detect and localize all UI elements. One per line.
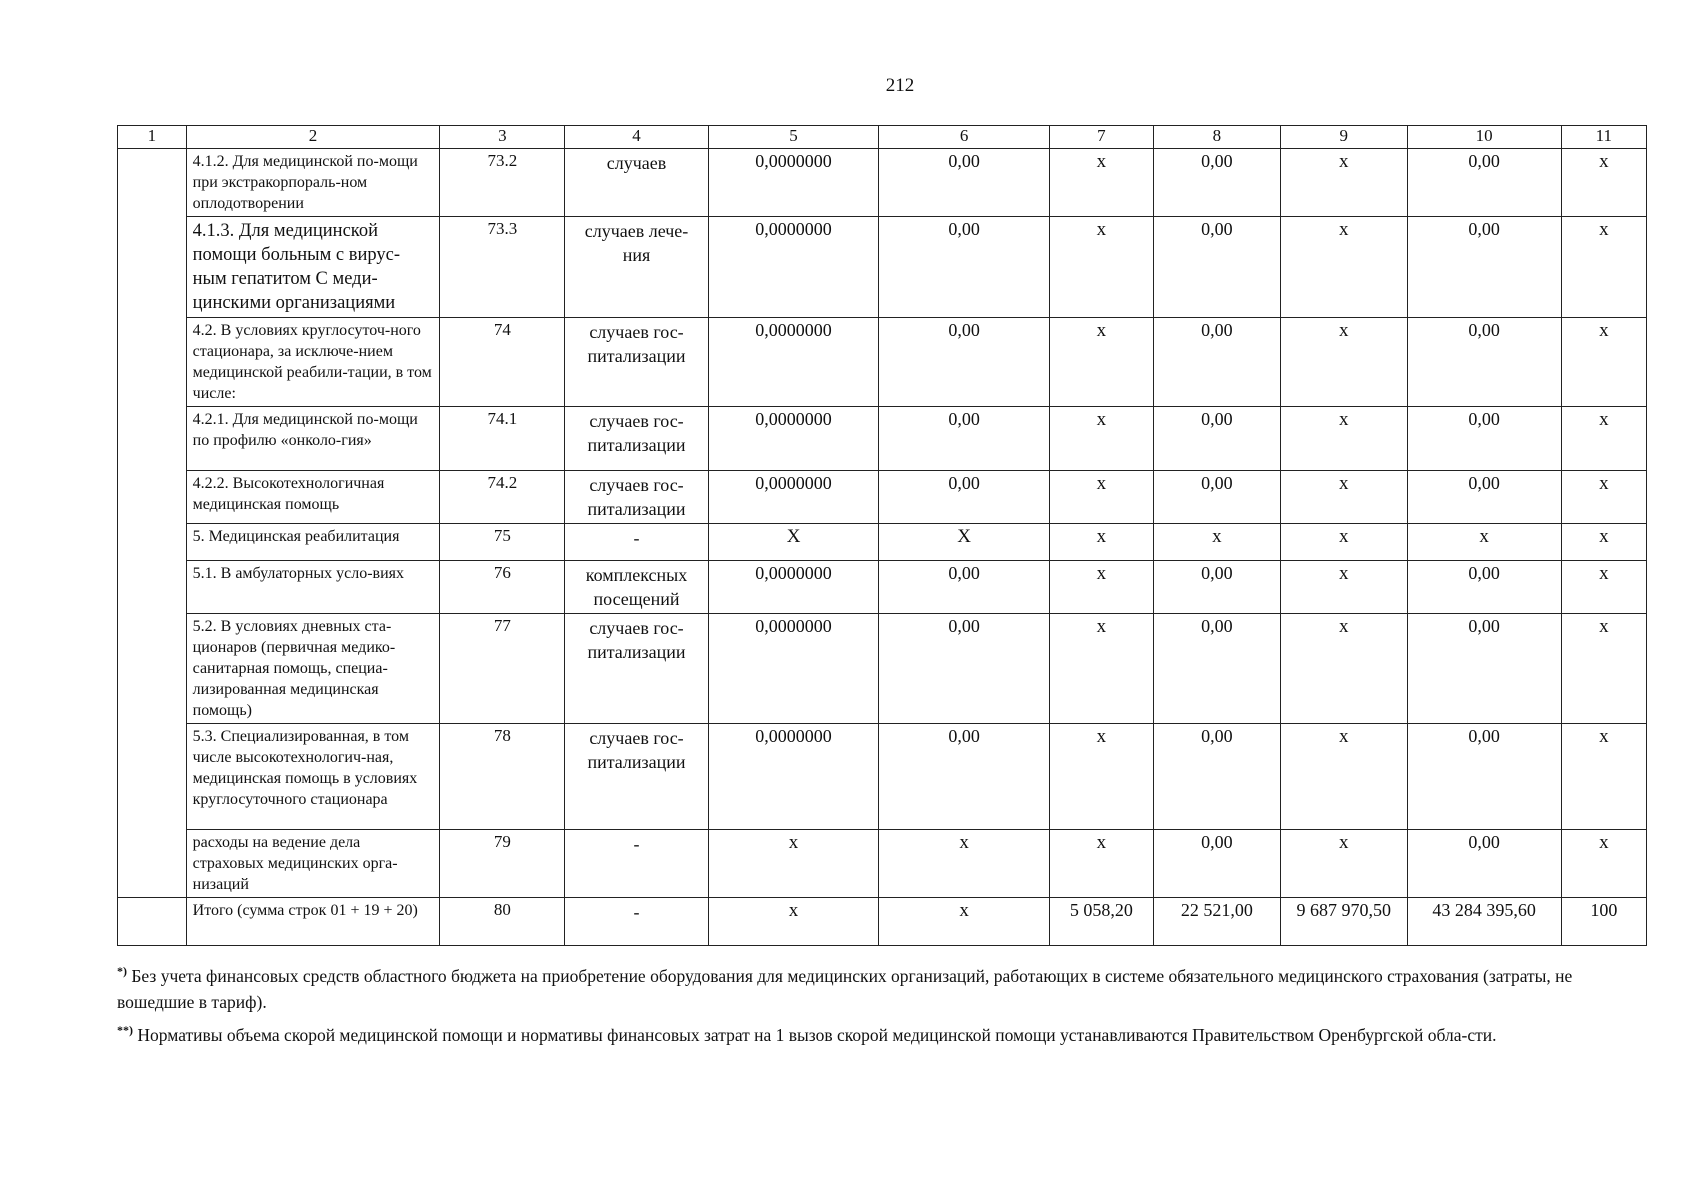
cell-col6: X (879, 524, 1050, 561)
cell-col8: 0,00 (1153, 830, 1280, 898)
cell-col6: 0,00 (879, 217, 1050, 318)
row-name: 5. Медицинская реабилитация (186, 524, 440, 561)
cell-col11: x (1561, 318, 1646, 407)
column-header: 4 (565, 126, 709, 149)
cell-col5: 0,0000000 (708, 561, 879, 614)
cell-col10: 0,00 (1407, 217, 1561, 318)
cell-col10: 0,00 (1407, 830, 1561, 898)
row-code: 74 (440, 318, 565, 407)
row-name: 4.2.2. Высокотехнологичная медицинская помощь (186, 471, 440, 524)
cell-col7: x (1049, 149, 1153, 217)
row-name: Итого (сумма строк 01 + 19 + 20) (186, 898, 440, 946)
cell-col9: x (1280, 724, 1407, 830)
table-row (118, 471, 1647, 524)
table-row (118, 614, 1647, 724)
cell-col6: 0,00 (879, 149, 1050, 217)
cell-col8: 0,00 (1153, 561, 1280, 614)
cell-col5: 0,0000000 (708, 149, 879, 217)
row-name: 4.2. В условиях круглосуточ-ного стационара, за исключе-нием медицинской реабили-тации, в том числе: (186, 318, 440, 407)
table-row (118, 524, 1647, 561)
cell-col7: x (1049, 217, 1153, 318)
cell-col7: 5 058,20 (1049, 898, 1153, 946)
row-unit: - (565, 898, 709, 946)
footnote-1-mark: *) (117, 964, 127, 978)
row-unit: случаев гос-питализации (565, 471, 709, 524)
cell-col5: 0,0000000 (708, 614, 879, 724)
table-row (118, 318, 1647, 407)
row-code: 73.2 (440, 149, 565, 217)
table-row (118, 407, 1647, 471)
cell-col9: 9 687 970,50 (1280, 898, 1407, 946)
row-name: 4.1.2. Для медицинской по-мощи при экстракорпораль-ном оплодотворении (186, 149, 440, 217)
cell-col7: x (1049, 724, 1153, 830)
cell-col10: 0,00 (1407, 149, 1561, 217)
cell-col11: x (1561, 524, 1646, 561)
cell-col6: x (879, 898, 1050, 946)
column-header: 8 (1153, 126, 1280, 149)
footnote-1 (117, 958, 1647, 1015)
cell-col11: 100 (1561, 898, 1646, 946)
row-code: 74.2 (440, 471, 565, 524)
cell-col11: x (1561, 614, 1646, 724)
cell-col7: x (1049, 524, 1153, 561)
footnote-1-text: Без учета финансовых средств областного бюджета на приобретение оборудования для медицинских организаций, работающих в системе обязательного медицинского страхования (затраты, не вошедшие в тариф). (117, 965, 1573, 1012)
cell-col6: 0,00 (879, 318, 1050, 407)
row-name: 5.1. В амбулаторных усло-виях (186, 561, 440, 614)
cell-col10: 43 284 395,60 (1407, 898, 1561, 946)
cell-col11: x (1561, 471, 1646, 524)
cell-col10: 0,00 (1407, 724, 1561, 830)
page-number: 212 (885, 75, 915, 96)
column-header: 6 (879, 126, 1050, 149)
row-unit: случаев (565, 149, 709, 217)
cell-col10: 0,00 (1407, 561, 1561, 614)
cell-col9: x (1280, 614, 1407, 724)
column-header: 10 (1407, 126, 1561, 149)
row-code: 79 (440, 830, 565, 898)
cell-col5: 0,0000000 (708, 318, 879, 407)
cell-col7: x (1049, 614, 1153, 724)
cell-col10: 0,00 (1407, 471, 1561, 524)
cell-col9: x (1280, 217, 1407, 318)
cell-col6: 0,00 (879, 407, 1050, 471)
footnotes (117, 958, 1647, 1050)
cell-col11: x (1561, 407, 1646, 471)
cell-col8: 22 521,00 (1153, 898, 1280, 946)
total-row (118, 898, 1647, 946)
column-header: 2 (186, 126, 440, 149)
cell-col6: 0,00 (879, 561, 1050, 614)
cell-col11: x (1561, 561, 1646, 614)
cell-col10: 0,00 (1407, 407, 1561, 471)
footnote-2 (117, 1017, 1647, 1048)
cell-col5: x (708, 898, 879, 946)
cell-col11: x (1561, 724, 1646, 830)
row-code: 78 (440, 724, 565, 830)
data-table (117, 125, 1647, 946)
row-code: 80 (440, 898, 565, 946)
row-unit: комплексных посещений (565, 561, 709, 614)
cell-col8: 0,00 (1153, 217, 1280, 318)
cell-col7: x (1049, 471, 1153, 524)
cell-col6: 0,00 (879, 724, 1050, 830)
column-header: 3 (440, 126, 565, 149)
row-code: 76 (440, 561, 565, 614)
row-code: 74.1 (440, 407, 565, 471)
footnote-2-text: Нормативы объема скорой медицинской помощи и нормативы финансовых затрат на 1 вызов скорой медицинской помощи устанавливаются Правительством Оренбургской обла-сти. (137, 1024, 1497, 1045)
cell-col7: x (1049, 407, 1153, 471)
cell-col9: x (1280, 830, 1407, 898)
row-unit: случаев гос-питализации (565, 407, 709, 471)
cell-col5: 0,0000000 (708, 724, 879, 830)
cell-col5: 0,0000000 (708, 217, 879, 318)
cell-col8: x (1153, 524, 1280, 561)
row-unit: - (565, 524, 709, 561)
cell-col6: 0,00 (879, 471, 1050, 524)
cell-col10: 0,00 (1407, 318, 1561, 407)
cell-col8: 0,00 (1153, 614, 1280, 724)
table-row (118, 830, 1647, 898)
cell-col5: X (708, 524, 879, 561)
cell-col8: 0,00 (1153, 149, 1280, 217)
cell-col11: x (1561, 830, 1646, 898)
cell-col9: x (1280, 471, 1407, 524)
row-unit: случаев гос-питализации (565, 724, 709, 830)
column-header: 7 (1049, 126, 1153, 149)
cell-col6: 0,00 (879, 614, 1050, 724)
cell-col5: x (708, 830, 879, 898)
cell-col9: x (1280, 524, 1407, 561)
row-name: 5.3. Специализированная, в том числе высокотехнологич-ная, медицинская помощь в условиях круглосуточного стационара (186, 724, 440, 830)
cell-col8: 0,00 (1153, 318, 1280, 407)
table-row (118, 724, 1647, 830)
column-header: 9 (1280, 126, 1407, 149)
cell-col5: 0,0000000 (708, 407, 879, 471)
cell-col8: 0,00 (1153, 724, 1280, 830)
table-row (118, 217, 1647, 318)
row-name: 5.2. В условиях дневных ста-ционаров (первичная медико-санитарная помощь, специа-лизированная медицинская помощь) (186, 614, 440, 724)
cell-col7: x (1049, 318, 1153, 407)
table-row (118, 561, 1647, 614)
row-code: 75 (440, 524, 565, 561)
cell-col9: x (1280, 149, 1407, 217)
column-header: 5 (708, 126, 879, 149)
column-header: 11 (1561, 126, 1646, 149)
header-row (118, 126, 1647, 149)
cell-col11: x (1561, 217, 1646, 318)
footnote-2-mark: **) (117, 1022, 133, 1037)
cell-col9: x (1280, 561, 1407, 614)
cell-col8: 0,00 (1153, 471, 1280, 524)
table-row (118, 149, 1647, 217)
cell-col11: x (1561, 149, 1646, 217)
row-unit: случаев лече-ния (565, 217, 709, 318)
cell-col10: x (1407, 524, 1561, 561)
blank-cell (118, 149, 187, 898)
blank-cell (118, 898, 187, 946)
row-code: 73.3 (440, 217, 565, 318)
cell-col9: x (1280, 318, 1407, 407)
cell-col5: 0,0000000 (708, 471, 879, 524)
row-unit: случаев гос-питализации (565, 318, 709, 407)
row-name: расходы на ведение дела страховых медицинских орга-низаций (186, 830, 440, 898)
cell-col7: x (1049, 561, 1153, 614)
row-unit: - (565, 830, 709, 898)
column-header: 1 (118, 126, 187, 149)
cell-col8: 0,00 (1153, 407, 1280, 471)
row-code: 77 (440, 614, 565, 724)
cell-col7: x (1049, 830, 1153, 898)
cell-col10: 0,00 (1407, 614, 1561, 724)
cell-col9: x (1280, 407, 1407, 471)
cell-col6: x (879, 830, 1050, 898)
row-unit: случаев гос-питализации (565, 614, 709, 724)
row-name: 4.2.1. Для медицинской по-мощи по профилю «онколо-гия» (186, 407, 440, 471)
row-name: 4.1.3. Для медицинской помощи больным с вирус-ным гепатитом С меди-цинскими организациями (186, 217, 440, 318)
